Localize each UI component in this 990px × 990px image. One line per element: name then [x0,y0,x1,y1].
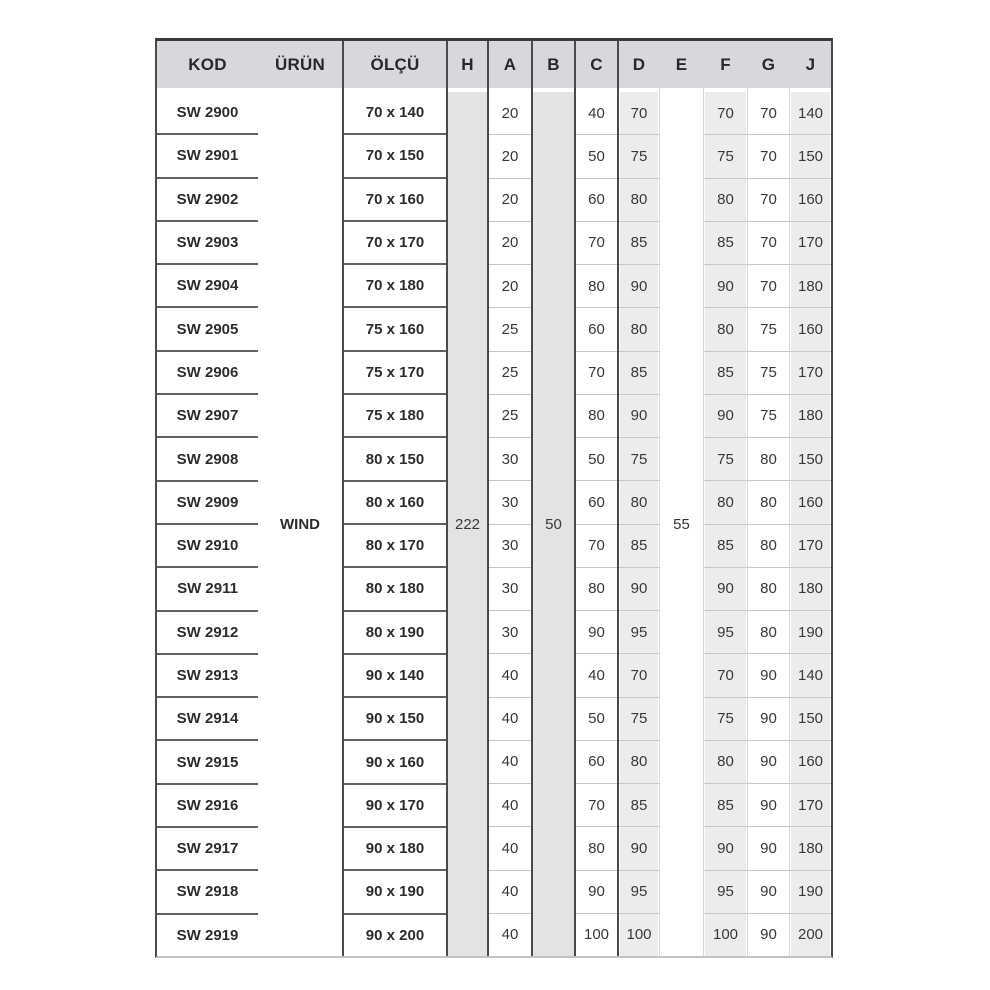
column-header-e: E [660,41,703,92]
cell-f-row0: 70 [704,92,747,135]
cell-a-row18: 40 [489,871,531,914]
cell-f-row16: 85 [704,784,747,827]
cell-a-row15: 40 [489,741,531,784]
cell-j-row15: 160 [790,741,831,784]
cell-d-row13: 70 [619,654,659,697]
cell-kod-row9: SW 2909 [157,482,258,525]
cell-c-row13: 40 [576,654,617,697]
column-cells-kod [157,92,258,956]
cell-d-row10: 85 [619,525,659,568]
cell-c-row3: 70 [576,222,617,265]
cell-kod-row0: SW 2900 [157,92,258,135]
cell-kod-row3: SW 2903 [157,222,258,265]
cell-d-row0: 70 [619,92,659,135]
cell-kod-row18: SW 2918 [157,871,258,914]
cell-c-row10: 70 [576,525,617,568]
cell-kod-row6: SW 2906 [157,352,258,395]
cell-f-row7: 90 [704,395,747,438]
cell-g-row12: 80 [748,611,789,654]
column-cells-a [489,92,531,956]
cell-c-row17: 80 [576,827,617,870]
cell-olcu-row11: 80 x 180 [344,568,446,611]
merged-cell-urun: WIND [280,515,320,533]
cell-a-row12: 30 [489,611,531,654]
cell-olcu-row17: 90 x 180 [344,828,446,871]
merged-cell-h: 222 [448,92,487,956]
cell-d-row1: 75 [619,135,659,178]
cell-j-row14: 150 [790,698,831,741]
cell-olcu-row6: 75 x 170 [344,352,446,395]
cell-kod-row5: SW 2905 [157,308,258,351]
cell-kod-row17: SW 2917 [157,828,258,871]
merged-cell-b: 50 [533,92,574,956]
merged-cell-e: 55 [673,515,690,533]
cell-j-row9: 160 [790,481,831,524]
cell-olcu-row9: 80 x 160 [344,482,446,525]
cell-j-row2: 160 [790,179,831,222]
cell-j-row0: 140 [790,92,831,135]
cell-f-row2: 80 [704,179,747,222]
cell-f-row13: 70 [704,654,747,697]
cell-c-row6: 70 [576,352,617,395]
cell-kod-row13: SW 2913 [157,655,258,698]
cell-olcu-row7: 75 x 180 [344,395,446,438]
cell-f-row3: 85 [704,222,747,265]
column-header-g: G [748,41,789,92]
cell-f-row15: 80 [704,741,747,784]
cell-d-row3: 85 [619,222,659,265]
column-kod [157,41,258,956]
cell-a-row3: 20 [489,222,531,265]
cell-olcu-row5: 75 x 160 [344,308,446,351]
cell-c-row12: 90 [576,611,617,654]
cell-f-row4: 90 [704,265,747,308]
cell-j-row16: 170 [790,784,831,827]
cell-kod-row10: SW 2910 [157,525,258,568]
cell-j-row6: 170 [790,352,831,395]
cell-kod-row4: SW 2904 [157,265,258,308]
cell-a-row14: 40 [489,698,531,741]
cell-olcu-row19: 90 x 200 [365,926,425,944]
cell-kod-row14: SW 2914 [157,698,258,741]
cell-d-row2: 80 [619,179,659,222]
cell-c-row18: 90 [576,871,617,914]
cell-j-row5: 160 [790,308,831,351]
column-header-h: H [448,41,487,92]
cell-kod-row11: SW 2911 [157,568,258,611]
cell-olcu-row0: 70 x 140 [344,92,446,135]
cell-a-row5: 25 [489,308,531,351]
cell-olcu-row14: 90 x 150 [344,698,446,741]
cell-d-row6: 85 [619,352,659,395]
cell-a-row1: 20 [489,135,531,178]
cell-c-row14: 50 [576,698,617,741]
column-d [617,41,659,956]
cell-j-row13: 140 [790,654,831,697]
cell-d-row16: 85 [619,784,659,827]
column-a [487,41,531,956]
cell-j-row11: 180 [790,568,831,611]
cell-d-row12: 95 [619,611,659,654]
cell-a-row9: 30 [489,481,531,524]
column-header-olcu: ÖLÇÜ [344,41,446,92]
cell-kod-row2: SW 2902 [157,179,258,222]
cell-kod-row19: SW 2919 [176,926,239,944]
cell-j-row18: 190 [790,871,831,914]
cell-a-row10: 30 [489,525,531,568]
cell-g-row15: 90 [748,741,789,784]
column-g [747,41,789,956]
column-header-d: D [619,41,659,92]
cell-g-row16: 90 [748,784,789,827]
cell-d-row4: 90 [619,265,659,308]
cell-f-row12: 95 [704,611,747,654]
cell-olcu-row12: 80 x 190 [344,612,446,655]
cell-c-row0: 40 [576,92,617,135]
cell-f-row5: 80 [704,308,747,351]
column-header-urun: ÜRÜN [258,41,342,92]
cell-c-row19: 100 [583,926,610,944]
cell-c-row7: 80 [576,395,617,438]
cell-f-row1: 75 [704,135,747,178]
cell-d-row17: 90 [619,827,659,870]
cell-g-row1: 70 [748,135,789,178]
column-cells-c [576,92,617,956]
cell-olcu-row2: 70 x 160 [344,179,446,222]
cell-d-row5: 80 [619,308,659,351]
cell-f-row19: 100 [704,914,747,956]
cell-f-row10: 85 [704,525,747,568]
cell-j-row10: 170 [790,525,831,568]
cell-c-row5: 60 [576,308,617,351]
cell-a-row0: 20 [489,92,531,135]
cell-c-row4: 80 [576,265,617,308]
cell-g-row14: 90 [748,698,789,741]
cell-f-row11: 90 [704,568,747,611]
cell-a-row19: 40 [501,926,519,944]
cell-j-row3: 170 [790,222,831,265]
cell-a-row4: 20 [489,265,531,308]
cell-g-row6: 75 [748,352,789,395]
column-h [446,41,487,956]
cell-a-row6: 25 [489,352,531,395]
cell-a-row8: 30 [489,438,531,481]
cell-olcu-row13: 90 x 140 [344,655,446,698]
cell-f-row8: 75 [704,438,747,481]
cell-d-row9: 80 [619,481,659,524]
cell-a-row11: 30 [489,568,531,611]
cell-kod-row16: SW 2916 [157,785,258,828]
cell-g-row19: 90 [760,926,777,944]
cell-j-row12: 190 [790,611,831,654]
column-header-j: J [790,41,831,92]
cell-a-row16: 40 [489,784,531,827]
column-header-a: A [489,41,531,92]
cell-kod-row1: SW 2901 [157,135,258,178]
column-cells-olcu [344,92,446,956]
cell-olcu-row18: 90 x 190 [344,871,446,914]
cell-c-row8: 50 [576,438,617,481]
cell-g-row8: 80 [748,438,789,481]
cell-olcu-row8: 80 x 150 [344,438,446,481]
cell-d-row7: 90 [619,395,659,438]
cell-g-row5: 75 [748,308,789,351]
cell-olcu-row10: 80 x 170 [344,525,446,568]
cell-kod-row8: SW 2908 [157,438,258,481]
cell-olcu-row3: 70 x 170 [344,222,446,265]
cell-f-row6: 85 [704,352,747,395]
cell-g-row10: 80 [748,525,789,568]
cell-j-row4: 180 [790,265,831,308]
cell-g-row18: 90 [748,871,789,914]
cell-kod-row7: SW 2907 [157,395,258,438]
column-cells-d [619,92,659,956]
cell-f-row18: 95 [704,871,747,914]
cell-a-row2: 20 [489,179,531,222]
cell-j-row19: 200 [790,914,831,956]
cell-g-row3: 70 [748,222,789,265]
cell-d-row14: 75 [619,698,659,741]
cell-kod-row12: SW 2912 [157,612,258,655]
column-header-b: B [533,41,574,92]
cell-c-row1: 50 [576,135,617,178]
cell-c-row9: 60 [576,481,617,524]
column-header-f: F [704,41,747,92]
cell-olcu-row4: 70 x 180 [344,265,446,308]
cell-j-row8: 150 [790,438,831,481]
cell-f-row17: 90 [704,827,747,870]
cell-c-row16: 70 [576,784,617,827]
cell-kod-row15: SW 2915 [157,741,258,784]
cell-g-row7: 75 [748,395,789,438]
cell-c-row15: 60 [576,741,617,784]
cell-f-row14: 75 [704,698,747,741]
column-b [531,41,574,956]
cell-d-row19: 100 [619,914,659,956]
cell-g-row17: 90 [748,827,789,870]
cell-j-row7: 180 [790,395,831,438]
cell-d-row8: 75 [619,438,659,481]
cell-g-row2: 70 [748,179,789,222]
cell-a-row17: 40 [489,827,531,870]
cell-d-row18: 95 [619,871,659,914]
column-cells-g [748,92,789,956]
cell-j-row1: 150 [790,135,831,178]
column-f [703,41,747,956]
cell-g-row9: 80 [748,481,789,524]
product-spec-table [155,38,833,958]
cell-g-row13: 90 [748,654,789,697]
column-olcu [342,41,446,956]
column-c [574,41,617,956]
cell-c-row2: 60 [576,179,617,222]
cell-a-row7: 25 [489,395,531,438]
cell-d-row15: 80 [619,741,659,784]
cell-j-row17: 180 [790,827,831,870]
cell-g-row4: 70 [748,265,789,308]
cell-f-row9: 80 [704,481,747,524]
cell-a-row13: 40 [489,654,531,697]
cell-olcu-row15: 90 x 160 [344,741,446,784]
cell-d-row11: 90 [619,568,659,611]
column-cells-f [704,92,747,956]
column-header-kod: KOD [157,41,258,92]
cell-g-row11: 80 [748,568,789,611]
cell-c-row11: 80 [576,568,617,611]
cell-olcu-row16: 90 x 170 [344,785,446,828]
column-cells-j [790,92,831,956]
column-urun [258,41,342,956]
column-header-c: C [576,41,617,92]
column-j [789,41,831,956]
column-e [659,41,703,956]
cell-g-row0: 70 [748,92,789,135]
cell-olcu-row1: 70 x 150 [344,135,446,178]
